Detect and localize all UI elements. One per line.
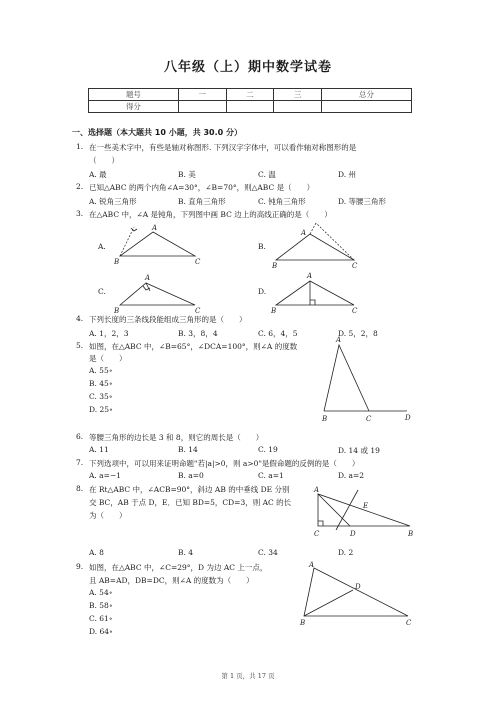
- score-table-header-cell: 总分: [322, 89, 412, 101]
- option-c[interactable]: C. 温: [258, 170, 276, 179]
- triangle: [120, 232, 195, 256]
- score-row-label: 得分: [89, 101, 179, 113]
- vertex-label-d: D: [355, 583, 361, 591]
- score-cell[interactable]: [274, 101, 322, 113]
- option-d[interactable]: D. a=2: [338, 471, 365, 480]
- score-cell[interactable]: [322, 101, 412, 113]
- vertex-label-a: A: [145, 274, 151, 282]
- score-table-header-cell: 三: [274, 89, 322, 101]
- option-c[interactable]: C. 35∘: [89, 392, 113, 401]
- score-cell[interactable]: [226, 101, 274, 113]
- option-b[interactable]: B. 3，8，4: [178, 329, 218, 338]
- vertex-label-b: B: [114, 307, 120, 315]
- option-b[interactable]: B. 14: [178, 445, 198, 454]
- figure-q3d: [268, 271, 368, 315]
- perpendicular-bisector-line: [336, 490, 358, 530]
- right-angle-mark: [310, 300, 315, 305]
- option-a[interactable]: A. 最: [89, 170, 107, 179]
- vertex-label-b: B: [271, 307, 277, 315]
- altitude-line: [120, 227, 134, 256]
- vertex-label-c: C: [352, 262, 358, 270]
- option-c[interactable]: C. a=1: [258, 471, 284, 480]
- option-d[interactable]: D. 25∘: [89, 405, 113, 414]
- question-text: 在△ABC 中，∠A 是钝角，下列图中画 BC 边上的高线正确的是（ ）: [89, 210, 332, 219]
- option-c[interactable]: C. 34: [258, 548, 278, 557]
- question-number: 8.: [76, 484, 84, 493]
- option-a[interactable]: A. 55∘: [89, 366, 113, 375]
- option-d[interactable]: D.: [258, 287, 267, 296]
- option-a[interactable]: A. a=−1: [89, 471, 121, 480]
- score-cell[interactable]: [178, 101, 226, 113]
- question-number: 3.: [76, 209, 84, 218]
- vertex-label-c: C: [406, 619, 412, 627]
- vertex-label-a: A: [301, 229, 307, 237]
- score-table-header-cell: 题号: [89, 89, 179, 101]
- score-table: [88, 88, 412, 113]
- option-a[interactable]: A. 1，2，3: [89, 329, 129, 338]
- score-table-header-cell: 二: [226, 89, 274, 101]
- question-number: 1.: [76, 142, 84, 151]
- vertex-label-c: C: [366, 415, 372, 423]
- question-number: 9.: [76, 562, 84, 571]
- option-d[interactable]: D. 14 或 19: [338, 446, 380, 455]
- vertex-label-e: E: [363, 502, 369, 510]
- option-b[interactable]: B. a=0: [178, 471, 204, 480]
- vertex-label-c: C: [352, 307, 358, 315]
- option-b[interactable]: B. 4: [178, 548, 194, 557]
- option-d[interactable]: D. 64∘: [89, 627, 113, 636]
- question-text: 下列选项中，可以用来证明命题"若|a|>0，则 a>0"是假命题的反例的是（ ）: [89, 459, 360, 468]
- option-c[interactable]: C. 19: [258, 445, 278, 454]
- option-a[interactable]: A. 8: [89, 548, 104, 557]
- score-table-score-row: [89, 101, 412, 113]
- vertex-label-a: A: [307, 272, 313, 280]
- vertex-label-b: B: [322, 415, 328, 423]
- figure-q3c: [110, 271, 210, 315]
- altitude-line: [316, 223, 354, 260]
- triangle: [276, 234, 354, 260]
- vertex-label-a: A: [152, 224, 158, 232]
- option-b[interactable]: B. 美: [178, 170, 196, 179]
- option-d[interactable]: D. 5，2，8: [338, 329, 378, 338]
- option-b[interactable]: B. 45∘: [89, 379, 113, 388]
- vertex-label-c: C: [195, 258, 201, 266]
- question-text: 交 BC，AB 于点 D，E．已知 BD=5，CD=3，则 AC 的长: [89, 498, 292, 507]
- altitude-line: [310, 223, 316, 234]
- vertex-label-b: B: [114, 258, 120, 266]
- question-number: 7.: [76, 458, 84, 467]
- vertex-label-c: C: [195, 307, 201, 315]
- vertex-label-d: D: [350, 530, 356, 538]
- figure-q5: [312, 333, 422, 428]
- page-title: 八年级（上）期中数学试卷: [163, 60, 332, 75]
- option-a[interactable]: A.: [98, 242, 106, 251]
- vertex-label-a: A: [309, 561, 315, 569]
- triangle: [318, 494, 410, 526]
- triangle: [324, 345, 369, 411]
- question-number: 4.: [76, 314, 84, 323]
- question-text: 如图，在△ABC 中，∠B=65°，∠DCA=100°，则∠A 的度数: [89, 342, 298, 351]
- vertex-label-a: A: [336, 336, 342, 344]
- option-b[interactable]: B. 58∘: [89, 601, 113, 610]
- option-a[interactable]: A. 11: [89, 445, 109, 454]
- figure-q8: [310, 486, 420, 542]
- question-text: 下列长度的三条线段能组成三角形的是（ ）: [89, 315, 247, 324]
- question-text: 在 Rt△ABC 中，∠ACB=90°，斜边 AB 的中垂线 DE 分别: [89, 485, 290, 494]
- triangle: [304, 568, 408, 616]
- score-table-header-row: [89, 89, 412, 101]
- question-text: 已知△ABC 的两个内角∠A=30°，∠B=70°，则△ABC 是（ ）: [89, 183, 315, 192]
- option-a[interactable]: A. 锐角三角形: [89, 197, 137, 206]
- option-d[interactable]: D. 等腰三角形: [338, 197, 387, 206]
- vertex-label-b: B: [408, 530, 414, 538]
- vertex-label-a: A: [314, 486, 320, 494]
- right-angle-mark: [318, 521, 323, 526]
- vertex-label-b: B: [272, 262, 278, 270]
- question-text: 如图，在△ABC 中，∠C=29°，D 为边 AC 上一点，: [89, 563, 268, 572]
- option-b[interactable]: B. 直角三角形: [178, 197, 226, 206]
- option-c[interactable]: C.: [98, 287, 106, 296]
- option-b[interactable]: B.: [258, 242, 266, 251]
- figure-q3b: [268, 222, 368, 270]
- figure-q9: [298, 562, 418, 628]
- section-heading: 一、选择题（本大题共 10 小题，共 30.0 分）: [72, 128, 243, 137]
- question-text: 在一些美术字中，有些是轴对称图形. 下列汉字字体中，可以看作轴对称图形的是: [89, 143, 357, 152]
- option-d[interactable]: D. 州: [338, 170, 357, 179]
- option-c[interactable]: C. 61∘: [89, 614, 113, 623]
- score-table-header-cell: 一: [178, 89, 226, 101]
- question-text: （ ）: [89, 156, 119, 165]
- question-text: 为（ ）: [89, 511, 127, 520]
- question-number: 6.: [76, 432, 84, 441]
- question-text: 是（ ）: [89, 354, 127, 363]
- option-c[interactable]: C. 6，4，5: [258, 329, 298, 338]
- option-a[interactable]: A. 54∘: [89, 588, 113, 597]
- question-number: 2.: [76, 182, 84, 191]
- option-c[interactable]: C. 钝角三角形: [258, 197, 306, 206]
- vertex-label-b: B: [300, 619, 306, 627]
- question-number: 5.: [76, 341, 84, 350]
- option-d[interactable]: D. 2: [338, 548, 354, 557]
- vertex-label-c: C: [314, 530, 320, 538]
- question-text: 且 AB=AD，DB=DC，则∠A 的度数为（ ）: [89, 576, 254, 585]
- question-text: 等腰三角形的边长是 3 和 8，则它的周长是（ ）: [89, 433, 264, 442]
- figure-q3a: [110, 222, 210, 266]
- triangle: [120, 283, 195, 305]
- segment-bd: [304, 590, 353, 616]
- vertex-label-d: D: [405, 414, 411, 422]
- page-footer: 第 1 页，共 17 页: [221, 672, 275, 680]
